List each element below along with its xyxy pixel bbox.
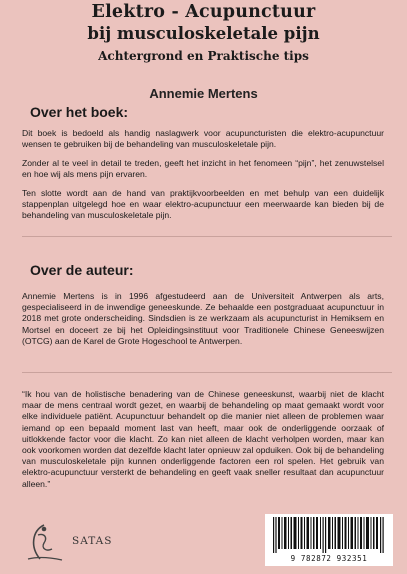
about-book-paragraph-2: Zonder al te veel in detail te treden, geeft het inzicht in het fenomeen “pijn”, het zenuwstelsel en hoe wij als mens pijn ervaren.	[22, 158, 384, 180]
section-divider	[22, 236, 392, 237]
about-book-heading: Over het boek:	[30, 104, 129, 120]
satas-emblem-icon	[22, 521, 68, 565]
isbn-barcode	[265, 514, 393, 566]
author-name: Annemie Mertens	[149, 86, 258, 101]
book-title-line1: Elektro - Acupunctuur	[91, 2, 316, 22]
book-title-line2: bij musculoskeletale pijn	[87, 24, 320, 43]
about-author-paragraph: Annemie Mertens is in 1996 afgestudeerd aan de Universiteit Antwerpen als arts, gespecialiseerd in de inwendige geneeskunde. Ze behaalde een postgraduaat acupunctuur in 2018 met grote onderscheiding. Sindsdien is ze werkzaam als acupuncturist in Hemiksem en Mortsel en doceert ze bij het Opleidingsinstituut voor Traditionele Chinese Geneeswijzen (OTCG) aan de Karel de Grote Hogeschool te Antwerpen.	[22, 291, 384, 346]
isbn-number: 9 782872 932351	[290, 554, 368, 563]
about-author-heading: Over de auteur:	[30, 262, 134, 278]
publisher-name: SATAS	[72, 535, 113, 547]
about-book-paragraph-1: Dit boek is bedoeld als handig naslagwerk voor acupuncturisten die elektro-acupunctuur wensen te gebruiken bij de behandeling van musculoskeletale pijn.	[22, 128, 384, 150]
barcode-icon	[273, 517, 385, 553]
book-subtitle: Achtergrond en Praktische tips	[98, 49, 309, 63]
about-book-paragraph-3: Ten slotte wordt aan de hand van praktijkvoorbeelden en met behulp van een duidelijk stappenplan uitgelegd hoe en waar elektro-acupunctuur een meerwaarde kan bieden bij de behandeling van musculoskeletale pijn.	[22, 188, 384, 221]
section-divider	[22, 372, 392, 373]
author-quote: “Ik hou van de holistische benadering van de Chinese geneeskunst, waarbij niet de klacht maar de mens centraal wordt gezet, en waarbij de behandeling op maat gemaakt wordt voor elke individuele patiënt. Acupunctuur behandelt op die manier niet alleen de problemen waar iemand op een bepaald moment last van heeft, maar ook de onderliggende oorzaak of uitlokkende factor voor die klacht. Zo kan niet alleen de klacht verholpen worden, maar kan ook voorkomen worden dat dezelfde klacht later opnieuw zal opduiken. Ook bij de behandeling van musculoskeletale pijn kunnen onderliggende factoren een rol spelen. Het gebruik van elektro-acupunctuur versterkt de behandeling en geeft vaak sneller resultaat dan acupunctuur alleen.”	[22, 389, 384, 489]
title-block	[0, 2, 407, 65]
publisher-logo	[22, 521, 132, 565]
